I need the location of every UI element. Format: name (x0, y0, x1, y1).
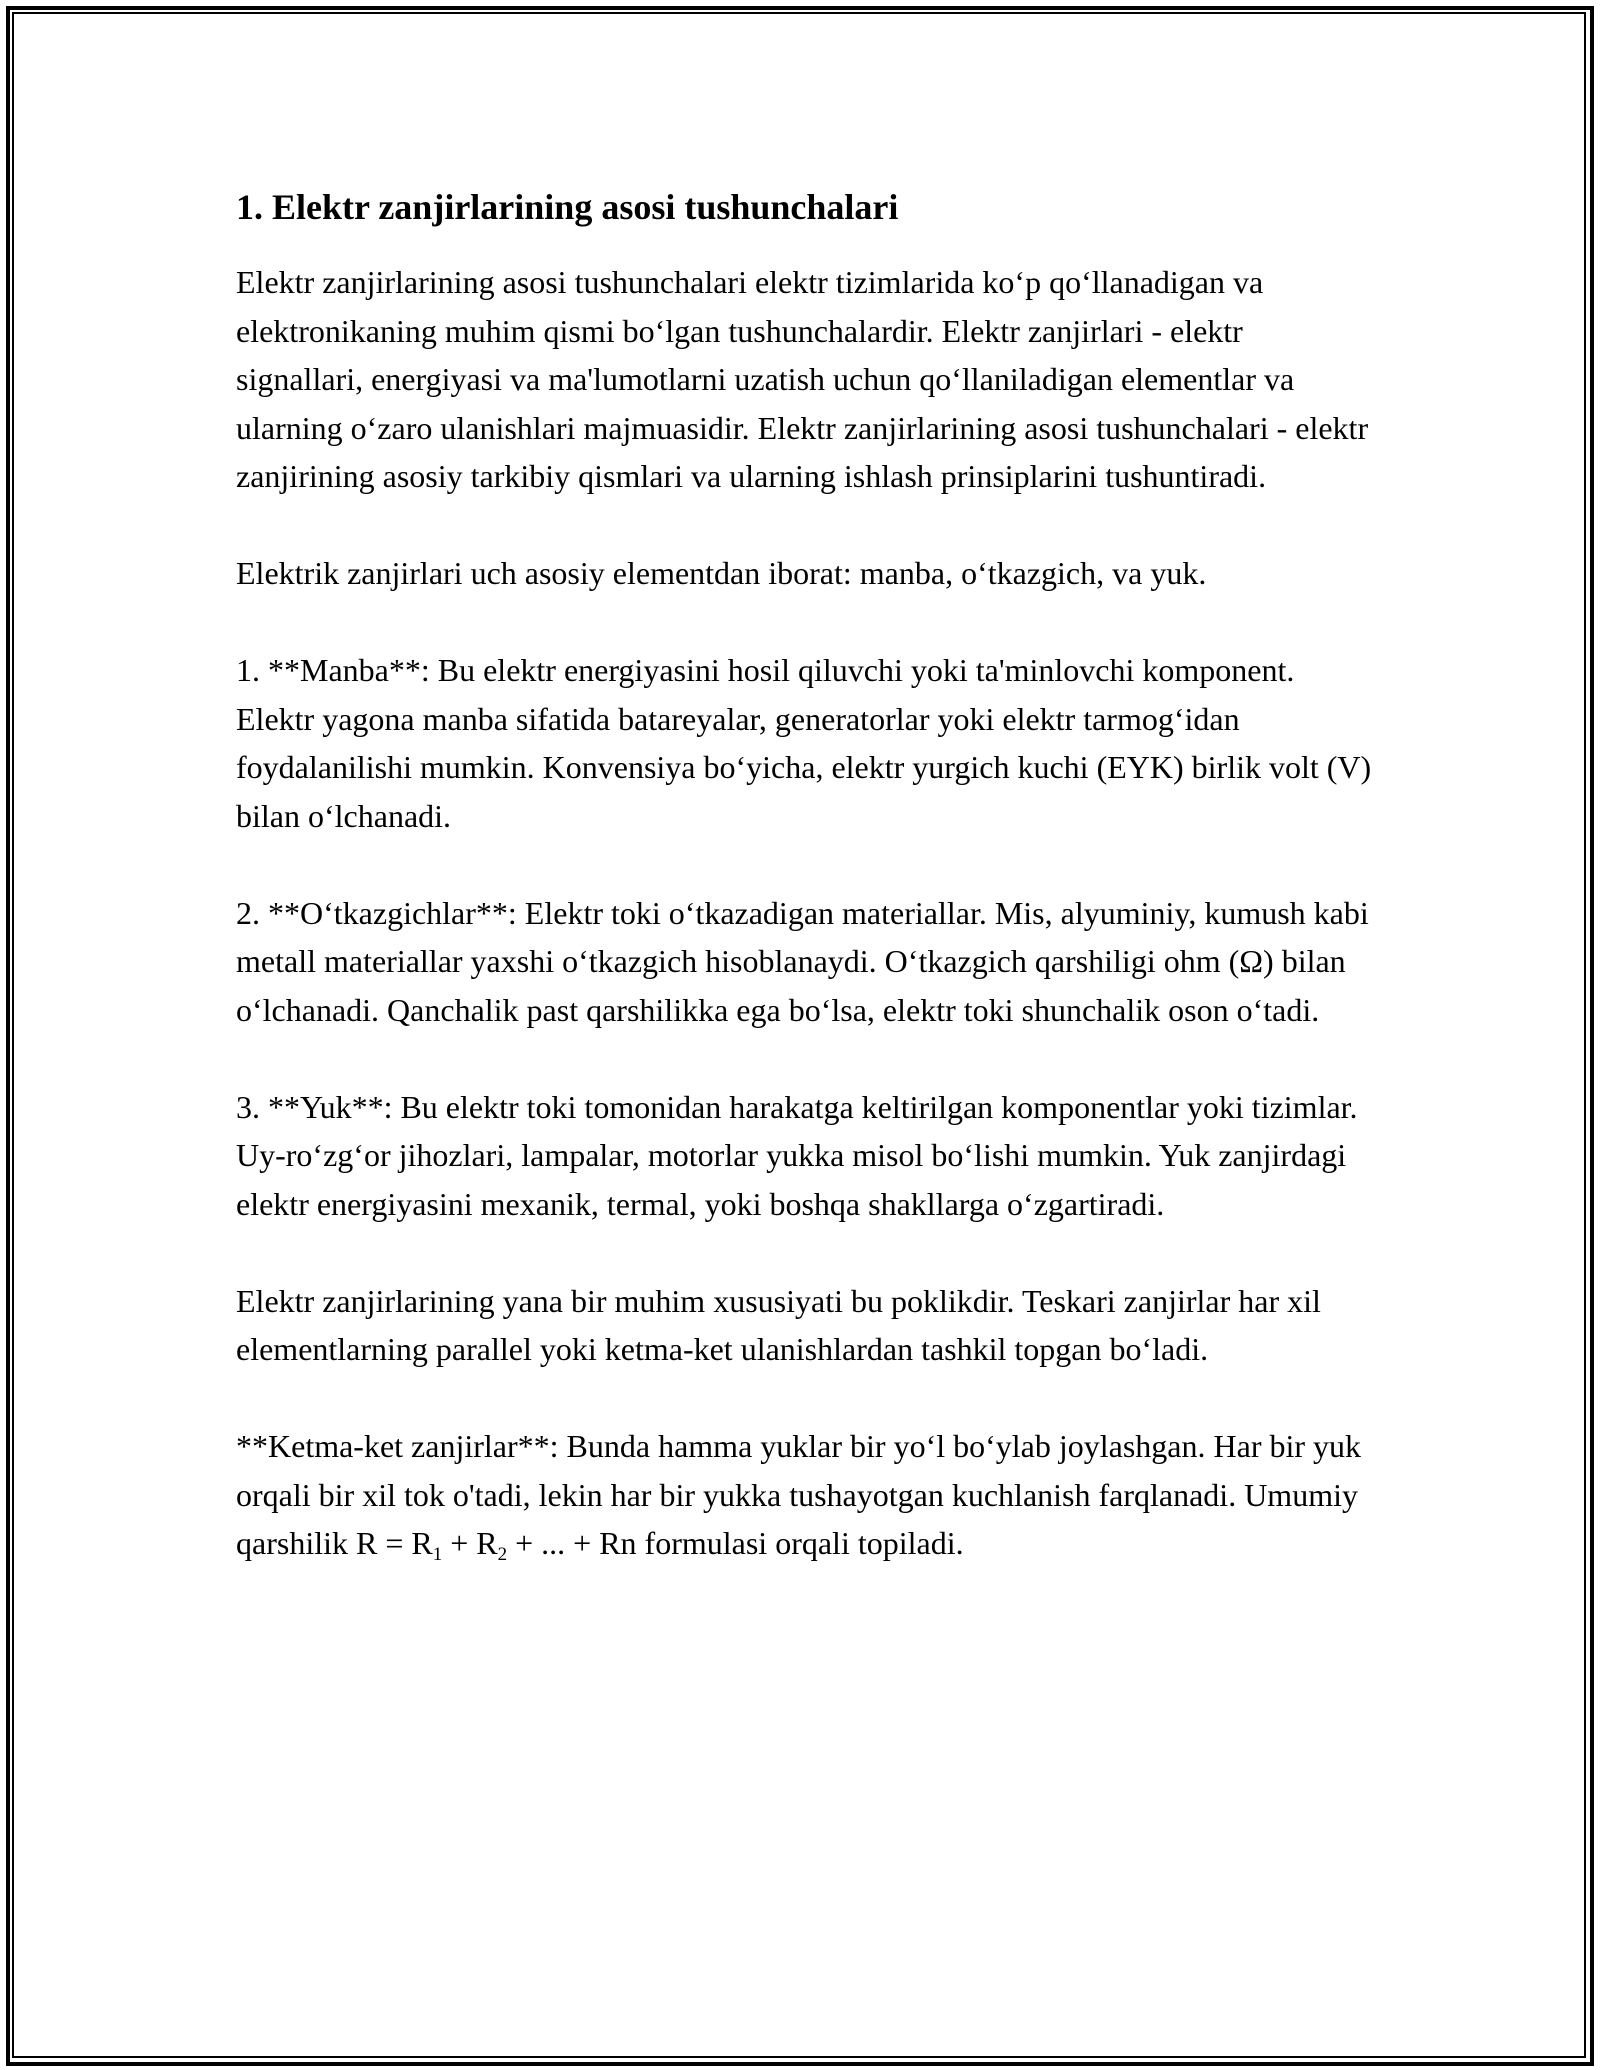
subscript-1: 1 (432, 1544, 443, 1565)
series-text-a: **Ketma-ket zanjirlar**: Bunda hamma yuklar bir yo‘l bo‘ylab joylashgan. Har bir yuk orqali bir xil tok o'tadi, lekin har bir yukka tushayotgan kuchlanish farqlanadi. Umumiy qarshilik R = R (236, 1428, 1362, 1561)
paragraph-intro: Elektr zanjirlarining asosi tushunchalari elektr tizimlarida ko‘p qo‘llanadigan va elektronikaning muhim qismi bo‘lgan tushunchalardir. Elektr zanjirlari - elektr signallari, energiyasi va ma'lumotlarni uzatish uchun qo‘llaniladigan elementlar va ularning o‘zaro ulanishlari majmuasidir. Elektr zanjirlarining asosi tushunchalari - elektr zanjirining asosiy tarkibiy qismlari va ularning ishlash prinsiplarini tushuntiradi. (236, 264, 1369, 494)
series-text-b: + R (442, 1525, 498, 1561)
paragraph-load: 3. **Yuk**: Bu elektr toki tomonidan harakatga keltirilgan komponentlar yoki tizimlar. Uy-ro‘zg‘or jihozlari, lampalar, motorlar yukka misol bo‘lishi mumkin. Yuk zanjirdagi elektr energiyasini mexanik, termal, yoki boshqa shakllarga o‘zgartiradi. (236, 1088, 1358, 1222)
subscript-2: 2 (497, 1544, 508, 1565)
paragraph-series-circuits (236, 1422, 1376, 1568)
section-heading: 1. Elektr zanjirlarining asosi tushunchalari (236, 187, 899, 227)
paragraph-elements: Elektrik zanjirlari uch asosiy elementdan iborat: manba, o‘tkazgich, va yuk. (236, 555, 1207, 591)
paragraph-conductors: 2. **O‘tkazgichlar**: Elektr toki o‘tkazadigan materiallar. Mis, alyuminiy, kumush kabi metall materiallar yaxshi o‘tkazgich hisoblanaydi. O‘tkazgich qarshiligi ohm (Ω) bilan o‘lchanadi. Qanchalik past qarshilikka ega bo‘lsa, elektr toki shunchalik oson o‘tadi. (236, 894, 1369, 1028)
paragraph-property: Elektr zanjirlarining yana bir muhim xususiyati bu poklikdir. Teskari zanjirlar har xil elementlarning parallel yoki ketma-ket ulanishlardan tashkil topgan bo‘ladi. (236, 1282, 1321, 1367)
paragraph-source: 1. **Manba**: Bu elektr energiyasini hosil qiluvchi yoki ta'minlovchi komponent. Elektr yagona manba sifatida batareyalar, generatorlar yoki elektr tarmog‘idan foydalanilishi mumkin. Konvensiya bo‘yicha, elektr yurgich kuchi (EYK) birlik volt (V) bilan o‘lchanadi. (236, 652, 1372, 834)
document-body (236, 186, 1376, 1616)
series-text-c: + ... + Rn formulasi orqali topiladi. (507, 1525, 964, 1561)
